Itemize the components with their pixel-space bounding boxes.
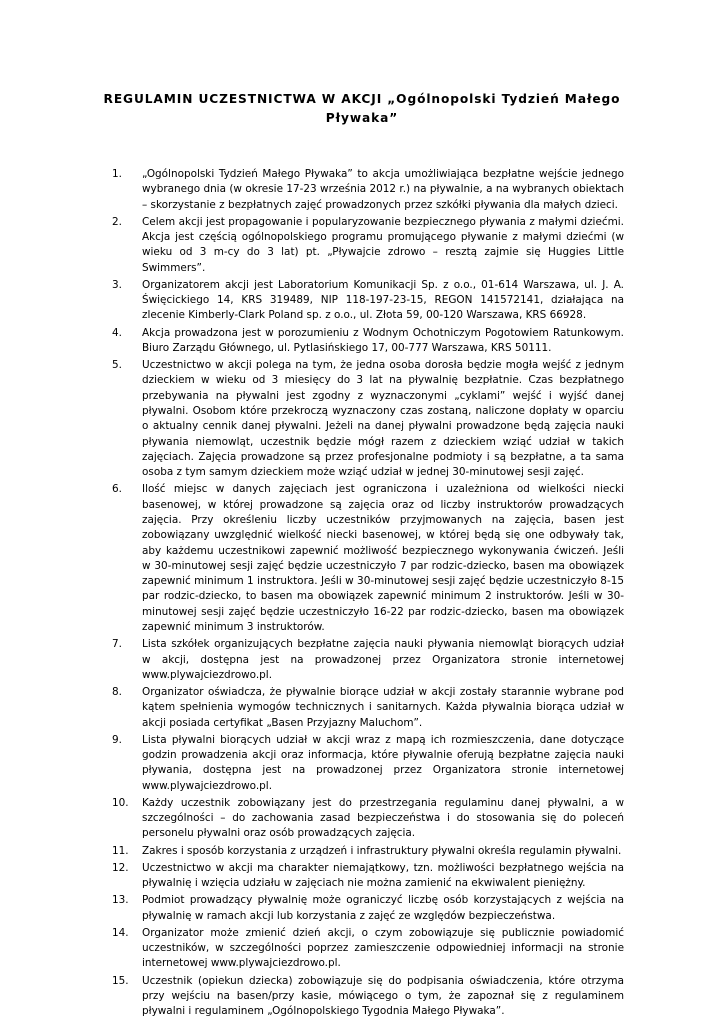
rule-number: 5. [112,359,122,372]
rule-number: 2. [112,215,122,228]
rule-text: Podmiot prowadzący pływalnię może ograniczyć liczbę osób korzystających z wejścia na pływalnię w ramach akcji lub korzystania z zajęć ze względów bezpieczeństwa. [142,894,624,922]
document-title: REGULAMIN UCZESTNICTWA W AKCJI „Ogólnopolski Tydzień Małego Pływaka” [103,92,621,125]
rule-item-10 [112,796,624,842]
rule-item-6 [112,482,624,635]
rule-number: 8. [112,686,122,699]
rule-text: Celem akcji jest propagowanie i popularyzowanie bezpiecznego pływania z małymi dziećmi. Akcja jest częścią ogólnopolskiego programu promującego pływanie z małymi dziećmi (w wieku od 3 m-cy do 3 lat) pt. „Pływajcie zdrowo – resztą zajmie się Huggies Little Swimmers”. [142,215,624,274]
rule-item-11 [112,844,624,859]
rule-number: 3. [112,278,122,291]
rule-text: Zakres i sposób korzystania z urządzeń i infrastruktury pływalni określa regulamin pływalni. [142,844,622,857]
rule-number: 9. [112,733,122,746]
rule-text: Ilość miejsc w danych zajęciach jest ograniczona i uzależniona od wielkości niecki basenowej, w której prowadzone są zajęcia oraz od liczby instruktorów prowadzących zajęcia. Przy określeniu liczby uczestników przyjmowanych na zajęcia, basen jest zobowiązany uwzględnić wielkość niecki basenowej, w której będą się one odbywały tak, aby każdemu uczestnikowi zapewnić możliwość bezpiecznego wykonywania ćwiczeń. Jeśli w 30-minutowej sesji zajęć będzie uczestniczyło 7 par rodzic-dziecko, basen ma obowiązek zapewnić minimum 1 instruktora. Jeśli w 30-minutowej sesji zajęć będzie uczestniczyło 8-15 par rodzic-dziecko, to basen ma obowiązek zapewnić minimum 2 instruktorów. Jeśli w 30-minutowej sesji zajęć będzie uczestniczyło 16-22 par rodzic-dziecko, basen ma obowiązek zapewnić minimum 3 instruktorów. [142,483,624,634]
rule-number: 14. [112,926,129,939]
rule-item-7 [112,637,624,683]
rule-text: Lista pływalni biorących udział w akcji wraz z mapą ich rozmieszczenia, dane dotyczące godzin prowadzenia akcji oraz informacja, które pływalnie oferują bezpłatne zajęcia nauki pływania, dostępna jest na prowadzonej przez Organizatora stronie internetowej www.plywajciezdrowo.pl. [142,733,624,792]
rule-number: 15. [112,974,129,987]
rule-item-5 [112,358,624,480]
rule-item-3 [112,278,624,324]
rule-number: 12. [112,861,129,874]
rule-text: Organizator oświadcza, że pływalnie biorące udział w akcji zostały starannie wybrane pod kątem spełnienia wymogów technicznych i sanitarnych. Każda pływalnia biorąca udział w akcji posiada certyfikat „Basen Przyjazny Maluchom”. [142,686,624,729]
rule-text: Organizator może zmienić dzień akcji, o czym zobowiązuje się publicznie powiadomić uczestników, w szczególności poprzez zamieszczenie odpowiedniej informacji na stronie internetowej www.plywajciezdrowo.pl. [142,926,624,970]
rule-item-2 [112,215,624,276]
rule-item-13 [112,893,624,924]
rule-number: 4. [112,326,122,339]
rule-text: „Ogólnopolski Tydzień Małego Pływaka” to akcja umożliwiająca bezpłatne wejście jednego wybranego dnia (w okresie 17-23 września 2012 r.) na pływalnie, a na wybranych obiektach – skorzystanie z bezpłatnych zajęć prowadzonych przez szkółki pływania dla małych dzieci. [142,168,624,211]
rule-text: Lista szkółek organizujących bezpłatne zajęcia nauki pływania niemowląt biorących udział w akcji, dostępna jest na prowadzonej przez Organizatora stronie internetowej www.plywajciezdrowo.pl. [142,638,624,681]
rule-text: Uczestnik (opiekun dziecka) zobowiązuje się do podpisania oświadczenia, które otrzyma przy wejściu na basen/przy kasie, mówiącego o tym, że zapoznał się z regulaminem pływalni i regulaminem „Ogólnopolskiego Tygodnia Małego Pływaka”. [142,974,624,1018]
rule-number: 1. [112,168,122,180]
rule-item-12 [112,861,624,892]
rule-item-8 [112,685,624,731]
rule-number: 13. [112,894,129,907]
rule-item-4 [112,326,624,357]
rule-text: Uczestnictwo w akcji ma charakter niemajątkowy, tzn. możliwości bezpłatnego wejścia na pływalnię i wzięcia udziału w zajęciach nie można zamienić na ekwiwalent pieniężny. [142,861,624,890]
rule-text: Każdy uczestnik zobowiązany jest do przestrzegania regulaminu danej pływalni, a w szczególności – do zachowania zasad bezpieczeństwa i do stosowania się do poleceń personelu pływalni oraz osób prowadzących zajęcia. [142,796,624,840]
rule-text: Organizatorem akcji jest Laboratorium Komunikacji Sp. z o.o., 01-614 Warszawa, ul. J. A. Święcickiego 14, KRS 319489, NIP 118-197-23-15, REGON 141572141, działająca na zlecenie Kimberly-Clark Poland sp. z o.o., ul. Złota 59, 00-120 Warszawa, KRS 66928. [142,278,624,322]
rule-number: 10. [112,796,129,809]
rule-item-9 [112,733,624,794]
rule-text: Uczestnictwo w akcji polega na tym, że jedna osoba dorosła będzie mogła wejść z jednym dzieckiem w wieku od 3 miesięcy do 3 lat na pływalnię bezpłatnie. Czas bezpłatnego przebywania na pływalni jest zgodny z wyznaczonymi „cyklami” wejść i wyjść danej pływalni. Osobom które przekroczą wyznaczony czas zostaną, naliczone dopłaty w oparciu o aktualny cennik danej pływalni. Jeżeli na danej pływalni prowadzone będą zajęcia nauki pływania niemowląt, uczestnik będzie mógł razem z dzieckiem wziąć udział w takich zajęciach. Zajęcia prowadzone są przez profesjonalne podmioty i są bezpłatne, a ta sama osoba z tym samym dzieckiem może wziąć udział w jednej 30-minutowej sesji zajęć. [142,359,624,479]
rule-item-15 [112,974,624,1020]
rule-number: 7. [112,638,122,651]
rule-number: 11. [112,844,129,857]
rule-number: 6. [112,483,122,496]
rule-item-1 [112,167,624,213]
rules-list [112,167,624,1021]
rule-item-14 [112,926,624,972]
rule-text: Akcja prowadzona jest w porozumieniu z Wodnym Ochotniczym Pogotowiem Ratunkowym. Biuro Zarządu Głównego, ul. Pytlasińskiego 17, 00-777 Warszawa, KRS 50111. [142,326,624,354]
